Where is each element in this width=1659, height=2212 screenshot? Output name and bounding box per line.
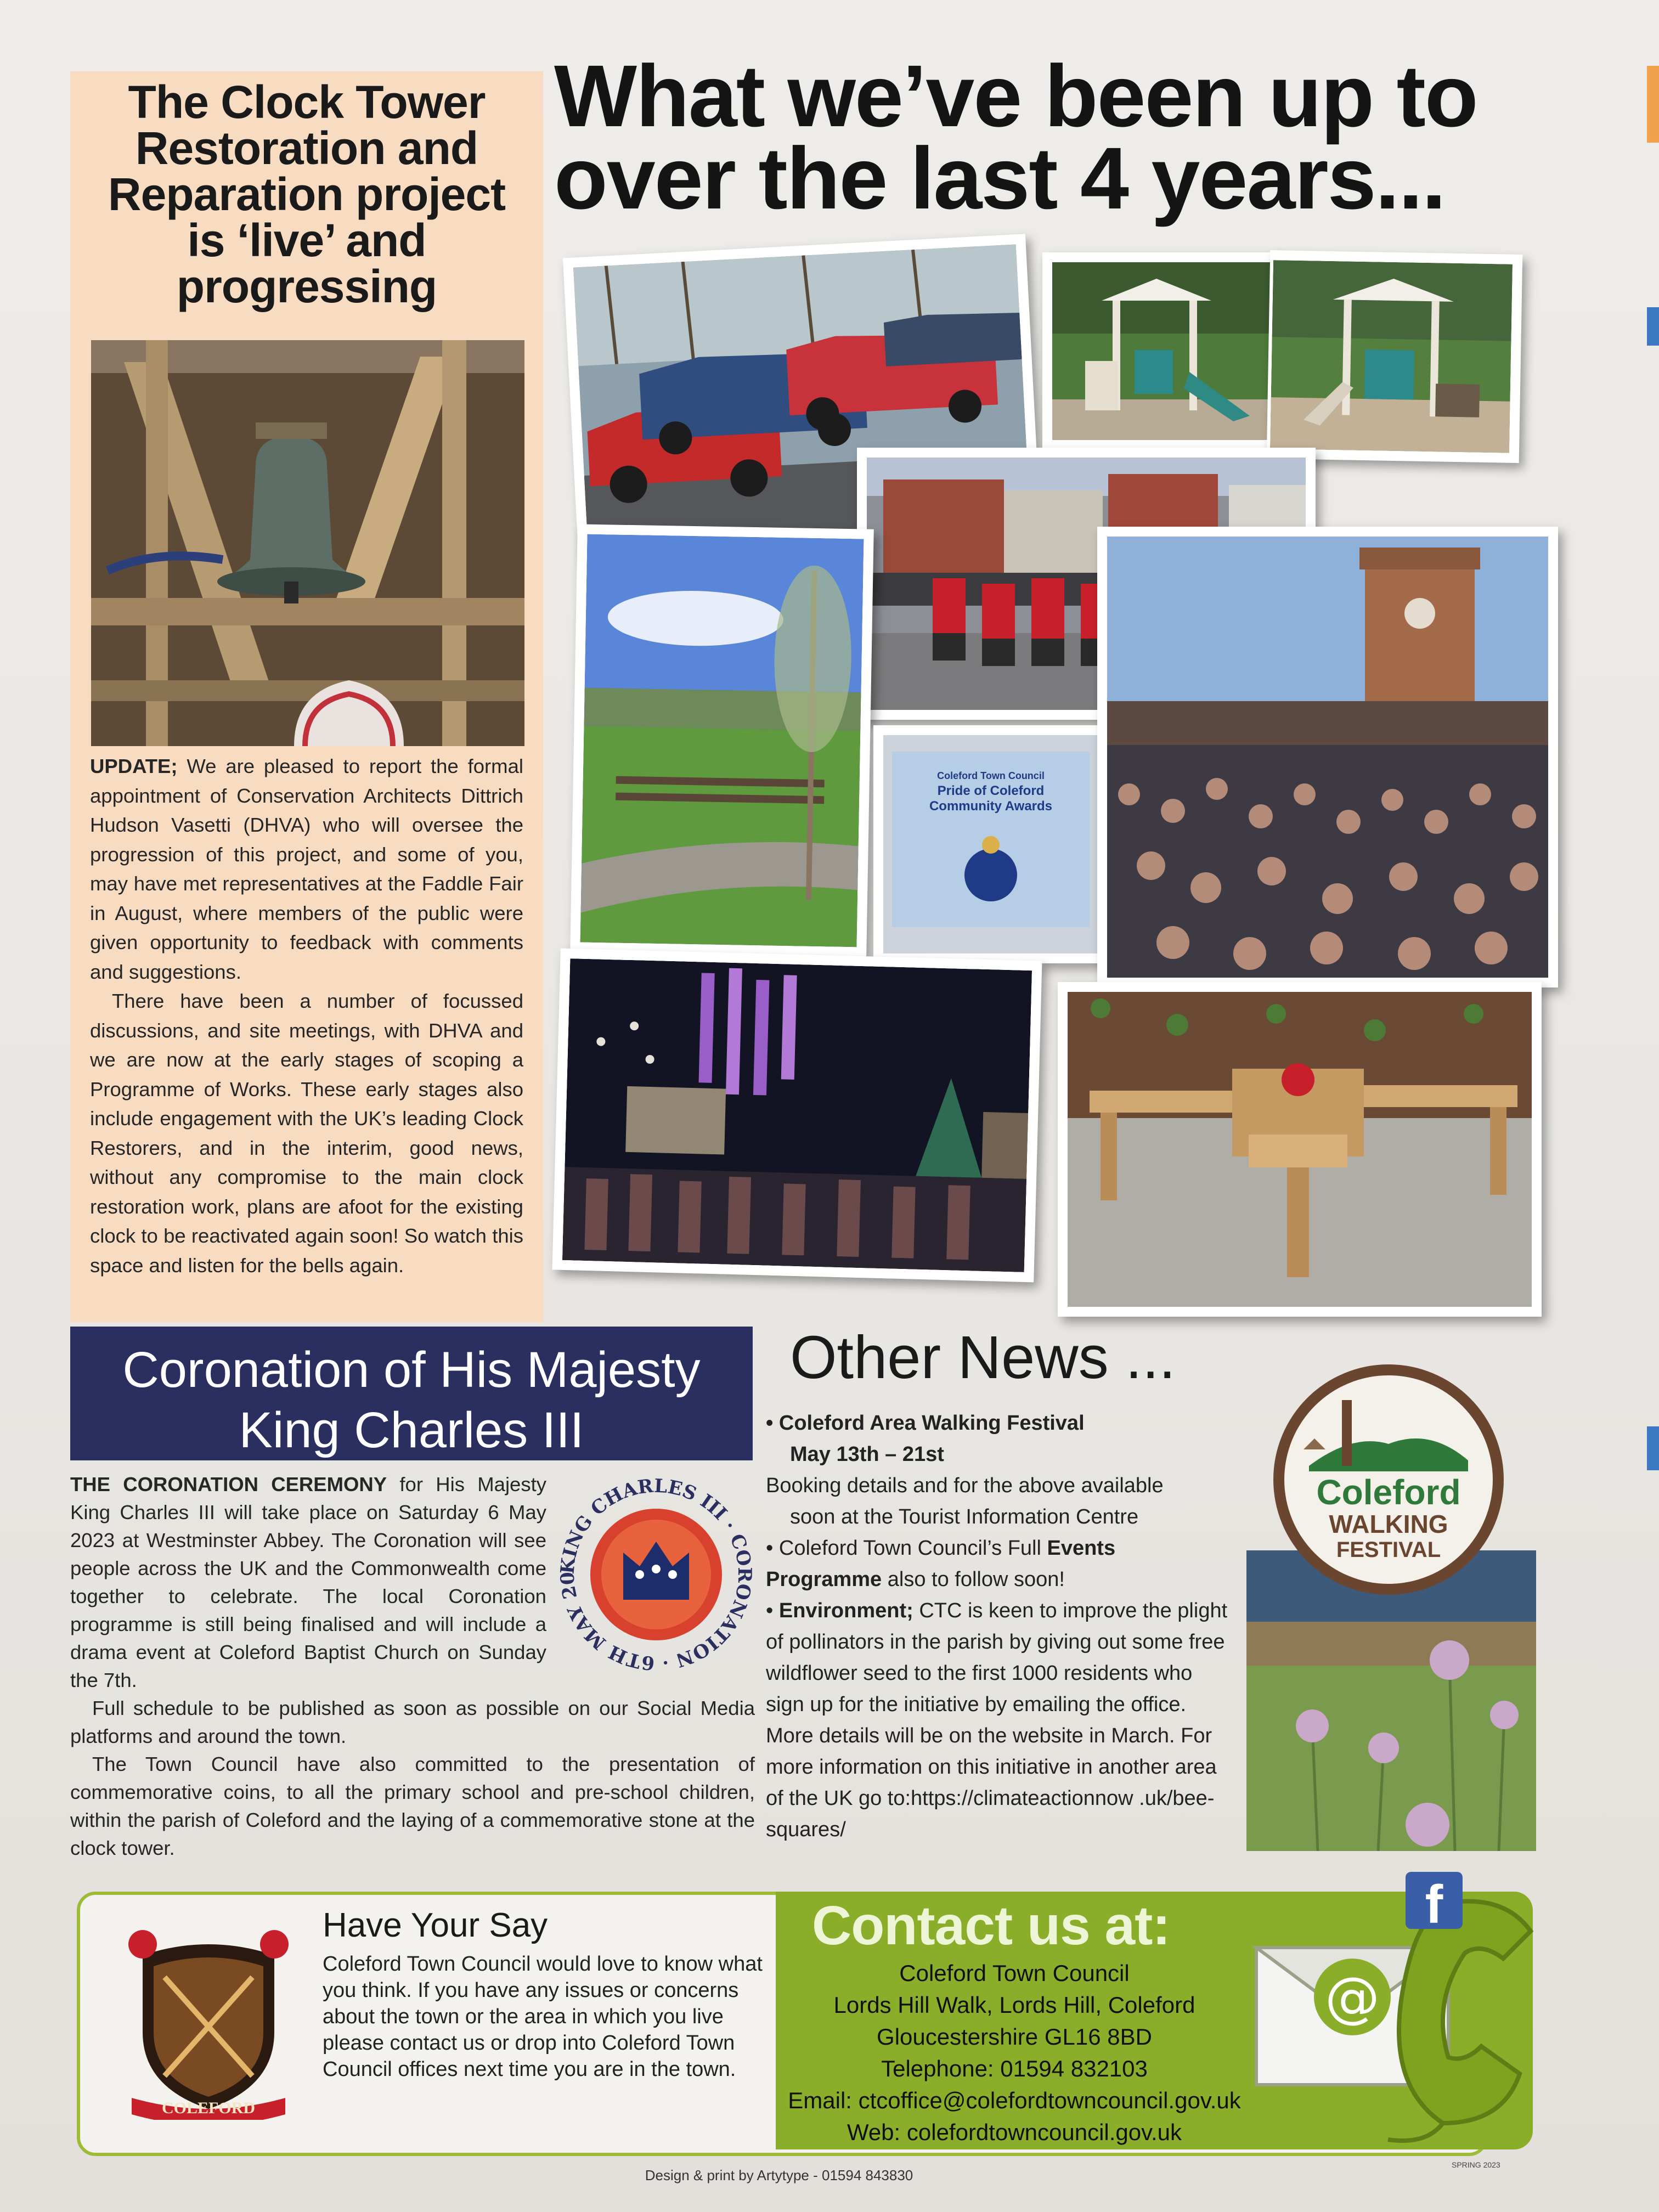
- news-item-environment: • Environment; CTC is keen to improve the plight of pollinators in the parish by giving out some free wildflower seed to the first 1000 residents who sign up for the initiative by emailing the office. More details will be on the website in March. For more information on this initiative in another area of the UK go to:https://climateactionnow .uk/bee-squares/: [766, 1599, 1228, 1841]
- other-news-title: Other News ...: [790, 1324, 1176, 1391]
- contact-address-2: Gloucestershire GL16 8BD: [877, 2024, 1152, 2050]
- coronation-paragraph-2: Full schedule to be published as soon as possible on our Social Media platforms and around the town.: [70, 1697, 755, 1747]
- footer-credit: Design & print by Artytype - 01594 843830: [645, 2167, 913, 2183]
- news-item-booking: Booking details and for the above available: [766, 1474, 1164, 1497]
- contact-details: [776, 1957, 1253, 2148]
- other-news-list: [766, 1408, 1232, 1846]
- walking-logo-name: Coleford: [1316, 1472, 1461, 1512]
- church-crowd-illustration: [1107, 537, 1548, 978]
- news-item-events: • Coleford Town Council’s Full Events Programme also to follow soon!: [766, 1537, 1116, 1591]
- contact-email: Email: ctcoffice@colefordtowncouncil.gov.uk: [788, 2087, 1241, 2113]
- photo-christmas-lights: [552, 949, 1042, 1283]
- play-tower-illustration-2: [1270, 260, 1513, 453]
- news-item-booking-2: soon at the Tourist Information Centre: [790, 1505, 1139, 1528]
- contact-telephone: Telephone: 01594 832103: [881, 2056, 1148, 2081]
- clock-tower-panel: [70, 71, 543, 1322]
- coronation-emblem: [557, 1476, 755, 1673]
- edge-tab-blue-lower: [1647, 1426, 1659, 1470]
- clock-tower-title: The Clock Tower Restoration and Reparation project is ‘live’ and progressing: [108, 76, 506, 312]
- have-your-say-title: Have Your Say: [323, 1906, 548, 1944]
- coronation-article: [70, 1470, 755, 1862]
- envelope-phone-graphic: [1245, 1882, 1553, 2162]
- christmas-lights-illustration: [562, 958, 1032, 1272]
- coronation-lead: THE CORONATION CEREMONY: [70, 1473, 387, 1496]
- bell-photo: [91, 340, 524, 746]
- contact-web: Web: colefordtowncouncil.gov.uk: [847, 2119, 1182, 2145]
- walking-festival-logo: [1271, 1362, 1506, 1598]
- clock-tower-update: [90, 752, 523, 1280]
- photo-play-tower-1: [1042, 252, 1278, 450]
- photo-memorial-bench: [1058, 982, 1542, 1317]
- awards-sign-text: Coleford Town Council Pride of Coleford Community Awards: [929, 770, 1053, 814]
- walking-logo-line2: WALKING: [1329, 1510, 1448, 1538]
- update-paragraph-2: There have been a number of focussed discussions, and site meetings, with DHVA and we are now at the early stages of scoping a Programme of Works. These early stages also include engagement with the UK’s leading Clock Restorers, and in the interim, good news, without any compromise to the main clock restoration work, plans are afoot for the existing clock to be reactivated again soon! So watch this space and listen for the bells again.: [90, 990, 523, 1277]
- coronation-paragraph-3: The Town Council have also committed to the presentation of commemorative coins, to all the primary school and pre-school children, within the parish of Coleford and the laying of a commemorative stone at the clock tower.: [70, 1753, 755, 1859]
- memorial-bench-illustration: [1068, 992, 1532, 1307]
- photo-parkland-tree: [570, 524, 874, 957]
- coronation-paragraph-1: for His Majesty King Charles III will take place on Saturday 6 May 2023 at Westminster Abbey. The Coronation will see people across the UK and the Commonwealth come together to celebrate. The local Coronation programme is still being finalised and will include a drama event at Coleford Baptist Church on Sunday the 7th.: [70, 1473, 546, 1691]
- news-item-walking-festival: • Coleford Area Walking Festival: [766, 1412, 1085, 1435]
- update-paragraph-1: We are pleased to report the formal appointment of Conservation Architects Dittrich Hudson Vasetti (DHVA) who will oversee the progression of this project, and some of you, may have met representatives at the Faddle Fair in August, where members of the public were given opportunity to feedback with comments and suggestions.: [90, 755, 523, 983]
- coleford-crest-icon: [110, 1922, 307, 2120]
- coronation-emblem-ring-text: KING CHARLES III · CORONATION · 6TH MAY 20: [557, 1476, 755, 1673]
- photo-church-crowd: [1097, 527, 1558, 988]
- photo-awards-sign: [873, 725, 1108, 963]
- play-tower-illustration-1: [1052, 262, 1275, 440]
- update-label: UPDATE;: [90, 755, 178, 777]
- walking-festival-icon: [1271, 1362, 1506, 1598]
- coronation-title: Coronation of His Majesty King Charles III: [122, 1342, 701, 1458]
- page-headline: What we’ve been up to over the last 4 years...: [554, 47, 1477, 227]
- edge-tab-blue: [1647, 307, 1659, 346]
- contact-address-1: Lords Hill Walk, Lords Hill, Coleford: [833, 1992, 1195, 2018]
- news-item-walking-dates: May 13th – 21st: [790, 1443, 944, 1466]
- crest-label: COLEFORD: [161, 2099, 256, 2117]
- parkland-illustration: [580, 534, 864, 947]
- at-symbol-icon: @: [1325, 1965, 1380, 2029]
- coronation-banner: [70, 1327, 753, 1460]
- facebook-icon[interactable]: f: [1406, 1872, 1463, 1929]
- have-your-say-text: Coleford Town Council would love to know what you think. If you have any issues or concerns about the town or the area in which you live please contact us or drop into Coleford Town Council offices next time you are in the town.: [323, 1953, 763, 2081]
- contact-org: Coleford Town Council: [899, 1960, 1130, 1986]
- contact-title: Contact us at:: [812, 1895, 1170, 1956]
- edge-tab-orange: [1647, 66, 1659, 143]
- envelope-phone-icon: [1245, 1882, 1553, 2162]
- coronation-emblem-icon: [557, 1476, 755, 1673]
- coleford-crest: [110, 1922, 307, 2120]
- footer-edition: SPRING 2023: [1452, 2160, 1500, 2169]
- walking-logo-line3: FESTIVAL: [1336, 1538, 1441, 1562]
- photo-play-tower-2: [1267, 250, 1523, 463]
- bell-illustration: [91, 340, 524, 746]
